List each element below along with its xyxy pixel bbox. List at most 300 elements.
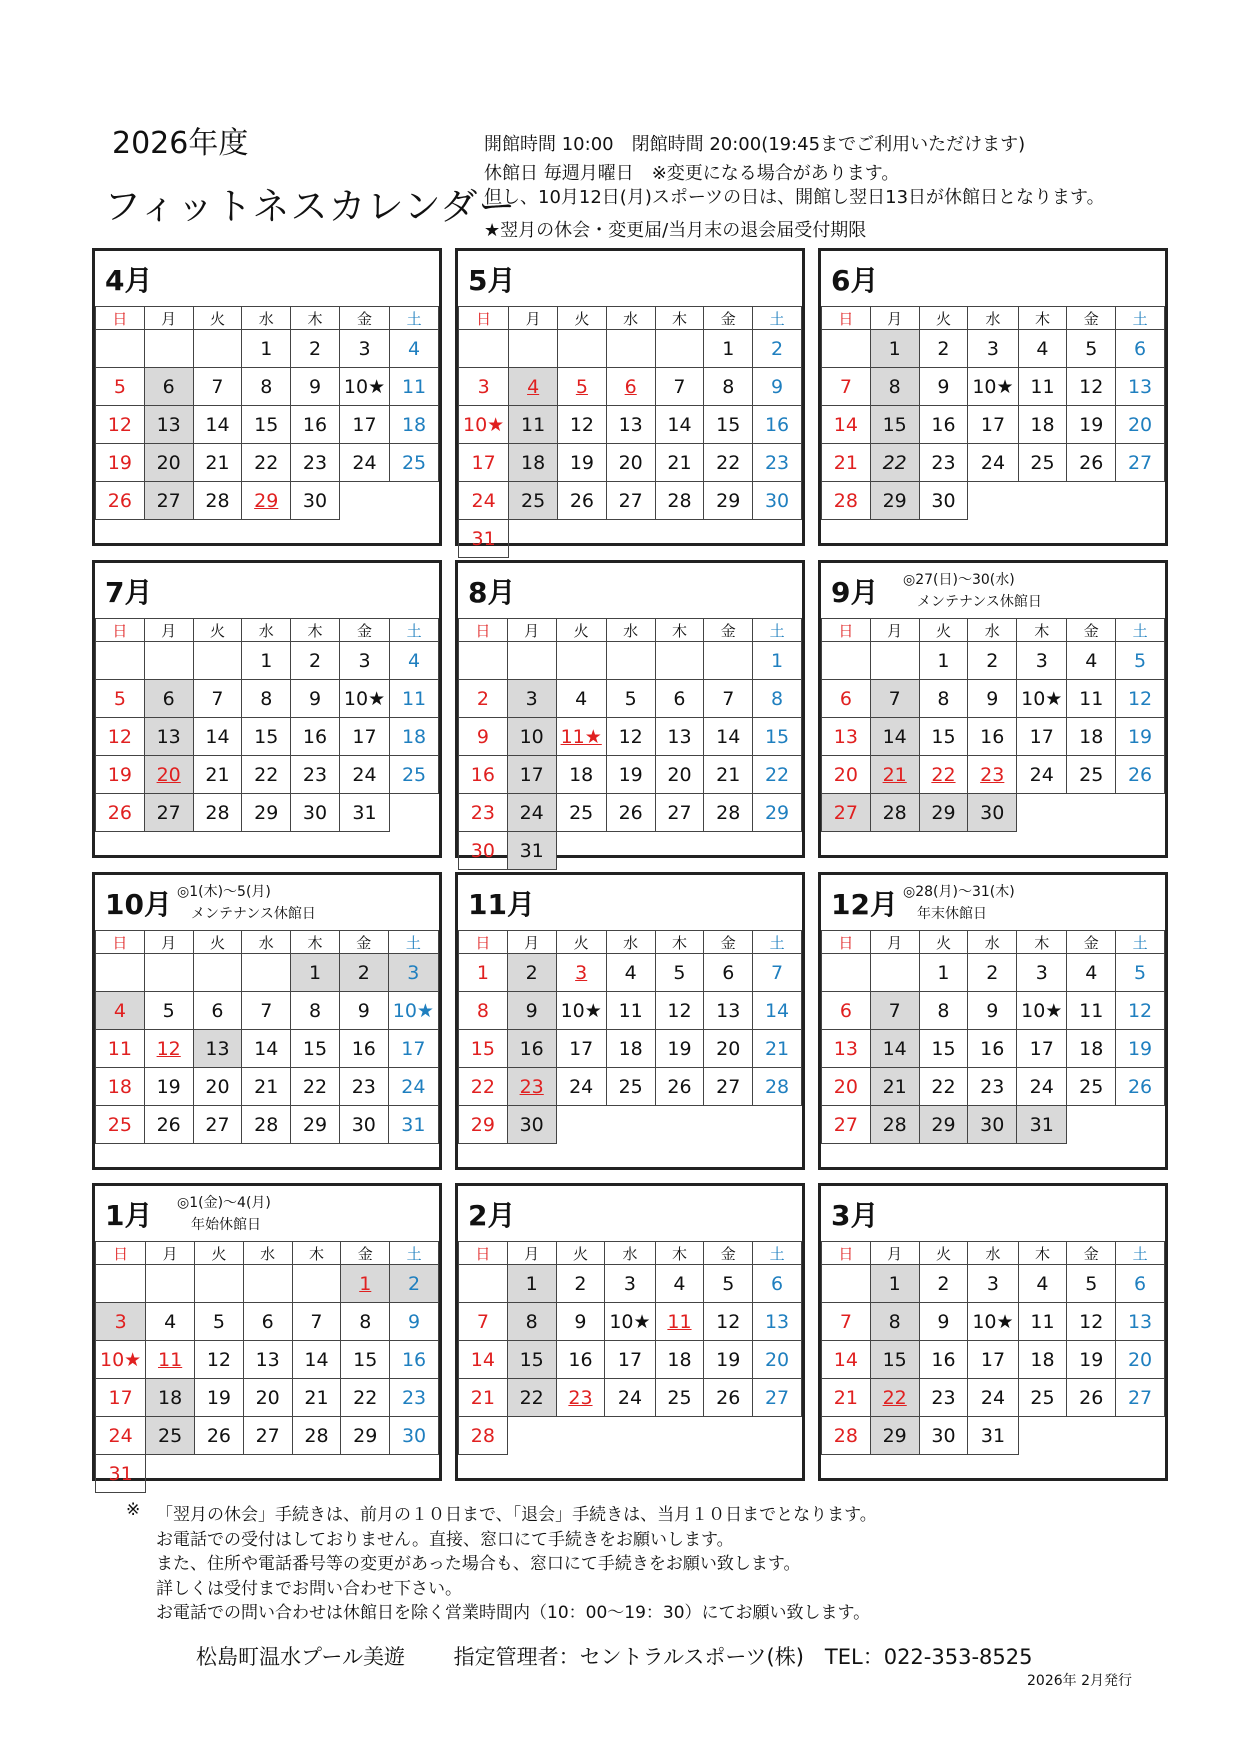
- day-cell: 22: [870, 1379, 919, 1417]
- day-cell: 24: [507, 794, 556, 832]
- day-cell: 26: [606, 794, 655, 832]
- day-cell: 1: [704, 330, 753, 368]
- empty-cell: [339, 482, 389, 520]
- day-cell: 3: [968, 330, 1018, 368]
- empty-cell: [1116, 482, 1165, 520]
- month-title: 3月: [831, 1199, 879, 1232]
- day-cell: 27: [243, 1417, 292, 1455]
- day-cell: 25: [556, 794, 606, 832]
- day-cell: 14: [870, 1030, 919, 1068]
- day-cell: 20: [753, 1341, 802, 1379]
- day-cell: 5: [195, 1303, 244, 1341]
- day-grid: [821, 930, 1165, 1144]
- month-title: 9月: [831, 576, 879, 609]
- day-cell: 31: [459, 520, 509, 558]
- opening-hours: 開館時間 10:00 閉館時間 20:00(19:45までご利用いただけます): [484, 134, 1026, 155]
- day-cell: 15: [291, 1030, 340, 1068]
- empty-cell: [753, 1417, 802, 1455]
- day-cell: 18: [1018, 406, 1067, 444]
- day-cell: 10★: [968, 368, 1018, 406]
- day-cell: 28: [459, 1417, 508, 1455]
- day-cell: 25: [1067, 1068, 1116, 1106]
- day-cell: 9: [291, 368, 340, 406]
- day-cell: 2: [390, 1265, 439, 1303]
- footer-note-5: お電話での問い合わせは休館日を除く営業時間内（10：00～19：30）にてお願い致します。: [156, 1603, 871, 1623]
- day-cell: 18: [146, 1379, 195, 1417]
- day-cell: 18: [1067, 718, 1116, 756]
- day-cell: 4: [1018, 330, 1067, 368]
- day-cell: 28: [822, 1417, 871, 1455]
- day-cell: 28: [193, 794, 242, 832]
- day-cell: 2: [968, 642, 1017, 680]
- day-cell: 5: [606, 680, 655, 718]
- day-cell: 6: [1116, 1265, 1165, 1303]
- day-cell: 22: [291, 1068, 340, 1106]
- day-cell: 14: [193, 718, 242, 756]
- day-grid: [458, 618, 802, 870]
- day-cell: 1: [291, 954, 340, 992]
- empty-cell: [556, 832, 606, 870]
- day-cell: 12: [1067, 1303, 1116, 1341]
- day-cell: 12: [96, 718, 145, 756]
- day-cell: 7: [655, 368, 704, 406]
- empty-cell: [341, 1455, 390, 1493]
- weekday-header: 土: [1116, 307, 1165, 330]
- day-cell: 16: [339, 1030, 388, 1068]
- day-cell: 29: [242, 794, 291, 832]
- day-cell: 27: [753, 1379, 802, 1417]
- holiday-exception: 但し、10月12日(月)スポーツの日は、開館し翌日13日が休館日となります。: [484, 187, 1105, 208]
- day-grid: [458, 1241, 802, 1455]
- day-cell: 7: [459, 1303, 508, 1341]
- day-cell: 26: [1116, 756, 1165, 794]
- weekday-header: 日: [822, 307, 871, 330]
- weekday-header: 土: [1116, 619, 1165, 642]
- day-cell: 8: [242, 368, 291, 406]
- day-cell: 15: [704, 406, 753, 444]
- weekday-header: 月: [144, 619, 193, 642]
- day-cell: 24: [1017, 1068, 1067, 1106]
- day-cell: 30: [507, 1106, 556, 1144]
- month-calendar: [818, 872, 1168, 1170]
- closed-day-info: 休館日 毎週月曜日 ※変更になる場合があります。: [484, 163, 900, 184]
- empty-cell: [704, 832, 753, 870]
- day-cell: 13: [144, 406, 193, 444]
- day-cell: 9: [753, 368, 802, 406]
- day-cell: 2: [507, 954, 556, 992]
- month-title: 10月: [105, 888, 172, 921]
- day-cell: 11: [606, 992, 655, 1030]
- day-cell: 10★: [339, 680, 389, 718]
- day-cell: 15: [870, 1341, 919, 1379]
- day-cell: 11: [1018, 1303, 1067, 1341]
- day-cell: 29: [341, 1417, 390, 1455]
- day-cell: 26: [144, 1106, 193, 1144]
- weekday-header: 木: [655, 307, 704, 330]
- day-cell: 28: [292, 1417, 341, 1455]
- day-cell: 6: [243, 1303, 292, 1341]
- empty-cell: [655, 520, 704, 558]
- day-cell: 2: [968, 954, 1017, 992]
- day-cell: 6: [822, 992, 871, 1030]
- day-cell: 20: [243, 1379, 292, 1417]
- empty-day: [704, 642, 753, 680]
- day-cell: 24: [96, 1417, 146, 1455]
- empty-day: [459, 1265, 508, 1303]
- day-cell: 27: [606, 482, 655, 520]
- day-cell: 11: [390, 368, 439, 406]
- day-cell: 16: [291, 718, 340, 756]
- day-cell: 12: [144, 1030, 193, 1068]
- day-cell: 4: [1067, 642, 1116, 680]
- weekday-header: 金: [1067, 931, 1116, 954]
- empty-day: [556, 642, 606, 680]
- day-cell: 15: [870, 406, 919, 444]
- day-cell: 16: [459, 756, 508, 794]
- day-cell: 24: [968, 444, 1018, 482]
- day-cell: 8: [870, 1303, 919, 1341]
- weekday-header: 金: [1067, 619, 1116, 642]
- day-cell: 29: [704, 482, 753, 520]
- fiscal-year: 2026年度: [112, 126, 249, 161]
- day-cell: 8: [753, 680, 802, 718]
- day-cell: 25: [1018, 444, 1067, 482]
- day-cell: 3: [1017, 642, 1067, 680]
- day-cell: 11: [1067, 680, 1116, 718]
- day-cell: 2: [919, 330, 968, 368]
- day-cell: 25: [606, 1068, 655, 1106]
- weekday-header: 木: [291, 307, 340, 330]
- day-cell: 25: [509, 482, 558, 520]
- day-cell: 3: [388, 954, 438, 992]
- day-cell: 8: [459, 992, 508, 1030]
- empty-day: [507, 642, 556, 680]
- day-cell: 31: [96, 1455, 146, 1493]
- day-cell: 6: [144, 680, 193, 718]
- empty-day: [558, 330, 607, 368]
- day-cell: 3: [339, 642, 389, 680]
- weekday-header: 月: [870, 931, 919, 954]
- day-cell: 16: [968, 1030, 1017, 1068]
- day-cell: 19: [704, 1341, 753, 1379]
- day-cell: 19: [606, 756, 655, 794]
- day-cell: 8: [704, 368, 753, 406]
- footer-note-1: 「翌月の休会」手続きは、前月の１０日まで、「退会」手続きは、当月１０日までとなります。: [156, 1505, 877, 1525]
- empty-cell: [753, 832, 802, 870]
- day-cell: 3: [459, 368, 509, 406]
- day-grid: [95, 306, 439, 520]
- weekday-header: 水: [606, 307, 655, 330]
- empty-cell: [509, 520, 558, 558]
- month-calendar: [92, 872, 442, 1170]
- empty-cell: [1017, 794, 1067, 832]
- weekday-header: 火: [556, 931, 606, 954]
- empty-day: [509, 330, 558, 368]
- day-cell: 26: [1067, 444, 1116, 482]
- weekday-header: 火: [556, 619, 606, 642]
- day-cell: 5: [96, 368, 145, 406]
- day-cell: 1: [919, 642, 968, 680]
- day-cell: 11★: [556, 718, 606, 756]
- day-cell: 19: [1067, 406, 1116, 444]
- day-cell: 18: [96, 1068, 145, 1106]
- facility-contact: 松島町温水プール美遊 指定管理者：セントラルスポーツ(株) TEL：022-353-8525: [196, 1645, 1033, 1669]
- weekday-header: 月: [509, 307, 558, 330]
- weekday-header: 月: [507, 619, 556, 642]
- day-cell: 7: [753, 954, 802, 992]
- weekday-header: 金: [704, 1242, 753, 1265]
- day-cell: 19: [96, 756, 145, 794]
- day-cell: 11: [390, 680, 439, 718]
- weekday-header: 水: [968, 619, 1017, 642]
- day-cell: 16: [556, 1341, 605, 1379]
- day-cell: 9: [968, 680, 1017, 718]
- day-cell: 10★: [556, 992, 606, 1030]
- day-cell: 25: [146, 1417, 195, 1455]
- day-cell: 9: [968, 992, 1017, 1030]
- day-cell: 10★: [1017, 680, 1067, 718]
- day-cell: 20: [144, 756, 193, 794]
- day-cell: 30: [390, 1417, 439, 1455]
- empty-cell: [195, 1455, 244, 1493]
- weekday-header: 金: [1067, 307, 1116, 330]
- day-cell: 22: [753, 756, 802, 794]
- day-cell: 7: [704, 680, 753, 718]
- day-grid: [458, 306, 802, 558]
- day-cell: 20: [1116, 1341, 1165, 1379]
- day-cell: 23: [507, 1068, 556, 1106]
- empty-day: [195, 1265, 244, 1303]
- weekday-header: 金: [341, 1242, 390, 1265]
- day-cell: 29: [919, 1106, 968, 1144]
- empty-cell: [292, 1455, 341, 1493]
- day-cell: 21: [704, 756, 753, 794]
- day-cell: 25: [655, 1379, 704, 1417]
- day-cell: 13: [193, 1030, 242, 1068]
- day-cell: 16: [390, 1341, 439, 1379]
- month-title: 2月: [468, 1199, 516, 1232]
- month-calendar: [455, 248, 805, 550]
- day-cell: 4: [556, 680, 606, 718]
- day-cell: 25: [1018, 1379, 1067, 1417]
- day-cell: 6: [704, 954, 753, 992]
- day-cell: 9: [507, 992, 556, 1030]
- day-cell: 8: [919, 680, 968, 718]
- day-cell: 27: [655, 794, 704, 832]
- day-cell: 30: [291, 482, 340, 520]
- weekday-header: 月: [146, 1242, 195, 1265]
- day-cell: 11: [509, 406, 558, 444]
- day-cell: 18: [509, 444, 558, 482]
- empty-cell: [655, 832, 704, 870]
- day-cell: 13: [144, 718, 193, 756]
- month-calendar: [455, 872, 805, 1170]
- day-cell: 4: [146, 1303, 195, 1341]
- day-cell: 14: [704, 718, 753, 756]
- empty-cell: [390, 482, 439, 520]
- day-cell: 17: [556, 1030, 606, 1068]
- weekday-header: 日: [96, 307, 145, 330]
- day-cell: 29: [242, 482, 291, 520]
- day-cell: 7: [870, 992, 919, 1030]
- day-cell: 18: [606, 1030, 655, 1068]
- day-cell: 30: [339, 1106, 388, 1144]
- day-cell: 26: [655, 1068, 704, 1106]
- empty-day: [193, 642, 242, 680]
- day-cell: 24: [605, 1379, 655, 1417]
- day-cell: 13: [753, 1303, 802, 1341]
- day-cell: 4: [390, 330, 439, 368]
- day-cell: 2: [291, 642, 340, 680]
- day-cell: 20: [606, 444, 655, 482]
- weekday-header: 水: [242, 931, 291, 954]
- day-cell: 10★: [968, 1303, 1018, 1341]
- weekday-header: 火: [193, 931, 242, 954]
- weekday-header: 水: [605, 1242, 655, 1265]
- weekday-header: 火: [193, 307, 242, 330]
- weekday-header: 日: [822, 931, 871, 954]
- day-cell: 21: [459, 1379, 508, 1417]
- month-calendar: [455, 560, 805, 862]
- day-cell: 18: [390, 406, 439, 444]
- day-cell: 7: [193, 368, 242, 406]
- weekday-header: 水: [606, 931, 655, 954]
- day-cell: 31: [339, 794, 389, 832]
- day-cell: 24: [339, 444, 389, 482]
- day-cell: 7: [292, 1303, 341, 1341]
- day-cell: 11: [96, 1030, 145, 1068]
- footer-note-4: 詳しくは受付までお問い合わせ下さい。: [156, 1579, 462, 1599]
- day-cell: 6: [655, 680, 704, 718]
- day-cell: 18: [556, 756, 606, 794]
- month-title: 1月: [105, 1199, 153, 1232]
- month-calendar: [92, 248, 442, 546]
- weekday-header: 土: [388, 931, 438, 954]
- day-cell: 21: [193, 756, 242, 794]
- month-title: 11月: [468, 888, 535, 921]
- day-cell: 26: [704, 1379, 753, 1417]
- day-cell: 27: [1116, 444, 1165, 482]
- day-cell: 1: [870, 1265, 919, 1303]
- day-cell: 6: [1116, 330, 1165, 368]
- day-cell: 24: [339, 756, 389, 794]
- weekday-header: 木: [655, 1242, 704, 1265]
- day-cell: 26: [1116, 1068, 1165, 1106]
- day-cell: 23: [291, 756, 340, 794]
- day-cell: 16: [919, 1341, 968, 1379]
- day-cell: 21: [292, 1379, 341, 1417]
- day-cell: 5: [655, 954, 704, 992]
- day-cell: 17: [459, 444, 509, 482]
- day-cell: 6: [144, 368, 193, 406]
- weekday-header: 水: [242, 307, 291, 330]
- day-cell: 26: [195, 1417, 244, 1455]
- day-cell: 29: [870, 482, 919, 520]
- day-cell: 22: [242, 756, 291, 794]
- empty-cell: [243, 1455, 292, 1493]
- empty-cell: [605, 1417, 655, 1455]
- day-cell: 21: [870, 1068, 919, 1106]
- day-cell: 25: [390, 756, 439, 794]
- day-cell: 15: [459, 1030, 508, 1068]
- day-cell: 13: [243, 1341, 292, 1379]
- day-cell: 15: [919, 1030, 968, 1068]
- empty-cell: [1067, 1106, 1116, 1144]
- weekday-header: 水: [968, 931, 1017, 954]
- empty-cell: [1067, 794, 1116, 832]
- empty-cell: [390, 794, 439, 832]
- day-cell: 27: [822, 794, 871, 832]
- weekday-header: 月: [144, 931, 193, 954]
- day-cell: 8: [919, 992, 968, 1030]
- day-cell: 25: [1067, 756, 1116, 794]
- empty-cell: [507, 1417, 556, 1455]
- day-cell: 18: [1067, 1030, 1116, 1068]
- day-cell: 5: [96, 680, 145, 718]
- day-cell: 28: [870, 1106, 919, 1144]
- day-cell: 20: [1116, 406, 1165, 444]
- day-cell: 2: [339, 954, 388, 992]
- day-cell: 2: [291, 330, 340, 368]
- weekday-header: 土: [753, 619, 802, 642]
- day-cell: 19: [1116, 1030, 1165, 1068]
- day-cell: 4: [509, 368, 558, 406]
- day-cell: 5: [558, 368, 607, 406]
- day-cell: 27: [822, 1106, 871, 1144]
- day-cell: 10★: [96, 1341, 146, 1379]
- day-cell: 18: [655, 1341, 704, 1379]
- day-cell: 11: [146, 1341, 195, 1379]
- day-cell: 31: [507, 832, 556, 870]
- day-cell: 7: [242, 992, 291, 1030]
- day-cell: 4: [655, 1265, 704, 1303]
- weekday-header: 月: [870, 1242, 919, 1265]
- day-cell: 30: [459, 832, 508, 870]
- empty-day: [459, 642, 508, 680]
- day-cell: 12: [1116, 992, 1165, 1030]
- empty-day: [193, 330, 242, 368]
- day-grid: [95, 1241, 439, 1493]
- day-cell: 22: [704, 444, 753, 482]
- day-cell: 22: [341, 1379, 390, 1417]
- day-cell: 4: [606, 954, 655, 992]
- empty-cell: [146, 1455, 195, 1493]
- weekday-header: 金: [704, 307, 753, 330]
- day-cell: 15: [753, 718, 802, 756]
- day-cell: 17: [968, 1341, 1018, 1379]
- empty-cell: [1018, 482, 1067, 520]
- weekday-header: 土: [390, 1242, 439, 1265]
- empty-cell: [556, 1106, 606, 1144]
- day-cell: 17: [507, 756, 556, 794]
- month-title: 8月: [468, 576, 516, 609]
- weekday-header: 日: [459, 619, 508, 642]
- weekday-header: 土: [753, 1242, 802, 1265]
- day-cell: 19: [195, 1379, 244, 1417]
- day-cell: 1: [870, 330, 919, 368]
- weekday-header: 水: [968, 1242, 1018, 1265]
- day-cell: 31: [1017, 1106, 1067, 1144]
- day-cell: 1: [919, 954, 968, 992]
- weekday-header: 日: [822, 1242, 871, 1265]
- footer-note-2: お電話での受付はしておりません。直接、窓口にて手続きをお願いします。: [156, 1530, 734, 1550]
- weekday-header: 火: [919, 619, 968, 642]
- day-cell: 8: [507, 1303, 556, 1341]
- empty-day: [822, 330, 871, 368]
- day-cell: 26: [96, 794, 145, 832]
- day-grid: [458, 930, 802, 1144]
- day-cell: 23: [753, 444, 802, 482]
